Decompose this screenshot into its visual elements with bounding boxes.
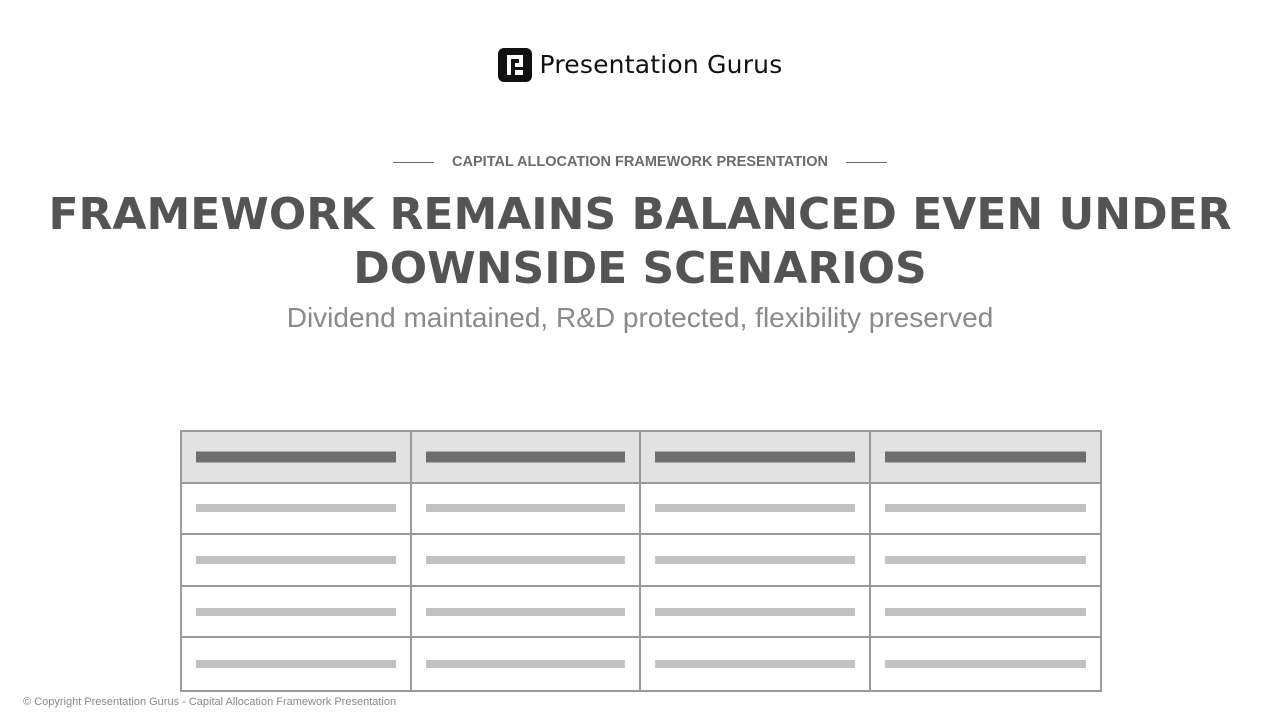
slide-title xyxy=(40,188,1240,296)
table-cell xyxy=(871,484,1101,536)
table-cell xyxy=(641,638,871,690)
cell-placeholder-bar xyxy=(655,504,855,512)
pg-logo-mark-icon xyxy=(498,48,532,82)
table-header-cell xyxy=(412,432,642,484)
slide-subtitle: Dividend maintained, R&D protected, flexibility preserved xyxy=(286,302,994,333)
placeholder-table xyxy=(180,430,1102,692)
cell-placeholder-bar xyxy=(885,608,1087,616)
logo xyxy=(0,48,1280,82)
cell-placeholder-bar xyxy=(196,556,396,564)
header-placeholder-bar xyxy=(885,451,1087,462)
table-cell xyxy=(641,587,871,639)
cell-placeholder-bar xyxy=(426,660,626,668)
table-header-cell xyxy=(871,432,1101,484)
brand-name: Presentation Gurus xyxy=(539,50,783,79)
eyebrow-rule-left xyxy=(393,162,434,163)
table-cell xyxy=(412,587,642,639)
cell-placeholder-bar xyxy=(655,660,855,668)
table-cell xyxy=(871,535,1101,587)
logo-lockup xyxy=(498,48,783,82)
slide-title-line-1: FRAMEWORK REMAINS BALANCED EVEN UNDER xyxy=(48,189,1232,240)
copyright-footer: © Copyright Presentation Gurus - Capital Allocation Framework Presentation xyxy=(23,696,397,708)
table-cell xyxy=(182,638,412,690)
table-cell xyxy=(871,587,1101,639)
table-cell xyxy=(641,484,871,536)
table-cell xyxy=(871,638,1101,690)
cell-placeholder-bar xyxy=(655,608,855,616)
cell-placeholder-bar xyxy=(655,556,855,564)
cell-placeholder-bar xyxy=(426,556,626,564)
table-cell xyxy=(641,535,871,587)
header-placeholder-bar xyxy=(655,451,855,462)
cell-placeholder-bar xyxy=(426,504,626,512)
table-cell xyxy=(182,587,412,639)
eyebrow-rule-right xyxy=(846,162,887,163)
cell-placeholder-bar xyxy=(885,504,1087,512)
cell-placeholder-bar xyxy=(885,660,1087,668)
table-header-cell xyxy=(641,432,871,484)
table-cell xyxy=(182,535,412,587)
header-placeholder-bar xyxy=(196,451,396,462)
cell-placeholder-bar xyxy=(885,556,1087,564)
table-cell xyxy=(182,484,412,536)
eyebrow xyxy=(0,152,1280,172)
cell-placeholder-bar xyxy=(196,608,396,616)
cell-placeholder-bar xyxy=(196,660,396,668)
cell-placeholder-bar xyxy=(426,608,626,616)
table-cell xyxy=(412,535,642,587)
table-cell xyxy=(412,638,642,690)
table-cell xyxy=(412,484,642,536)
eyebrow-text: CAPITAL ALLOCATION FRAMEWORK PRESENTATION xyxy=(452,154,828,170)
slide-title-line-2: DOWNSIDE SCENARIOS xyxy=(353,243,927,294)
header-placeholder-bar xyxy=(426,451,626,462)
cell-placeholder-bar xyxy=(196,504,396,512)
table-header-cell xyxy=(182,432,412,484)
